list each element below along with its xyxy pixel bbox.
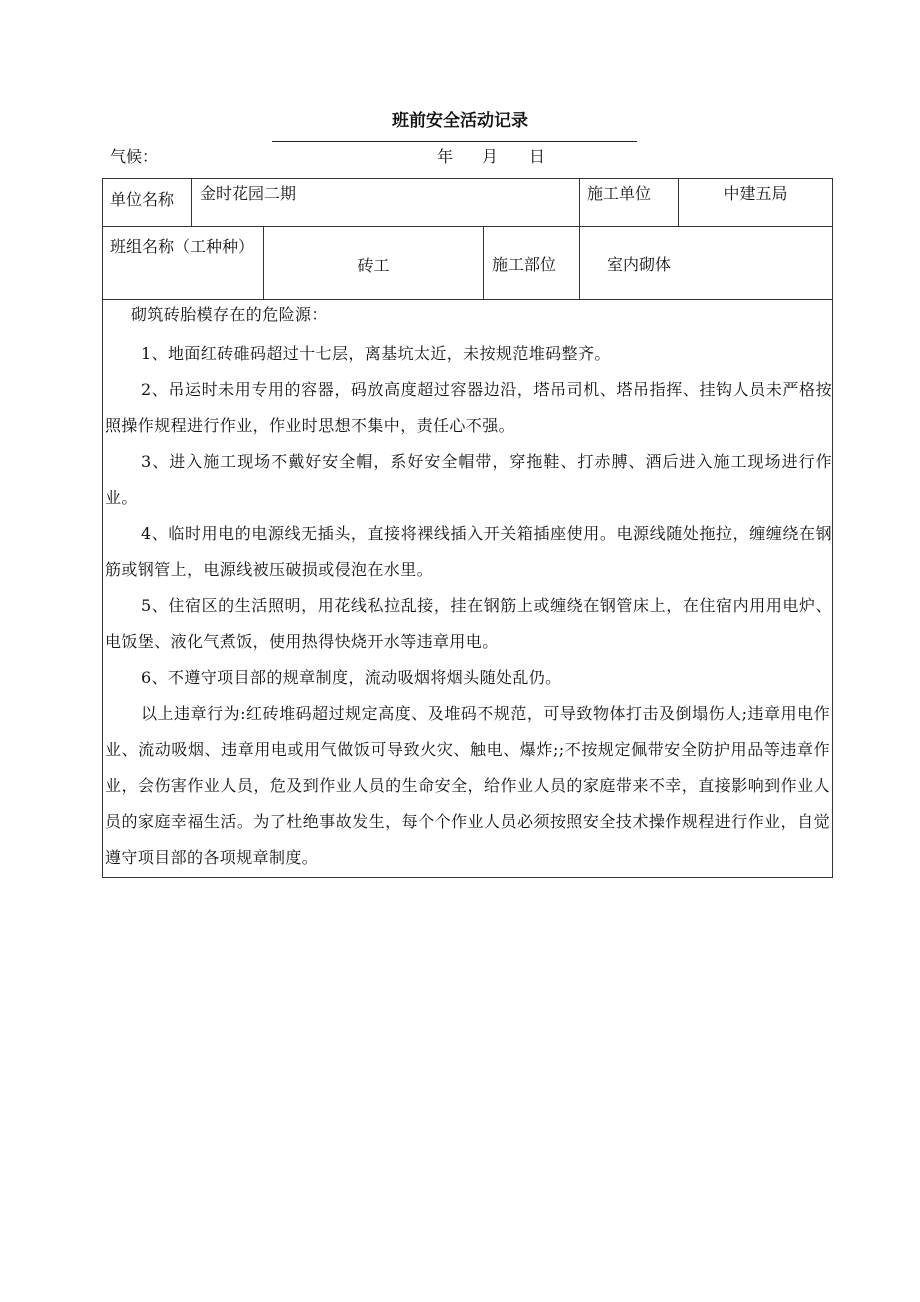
- construction-unit-value: 中建五局: [679, 179, 833, 227]
- title-underline: [272, 141, 637, 142]
- table-row-unit: [103, 179, 833, 227]
- hazard-item-1: 1、地面红砖碓码超过十七层，离基坑太近，未按规范堆码整齐。: [141, 344, 611, 363]
- date-month-label: 月: [482, 147, 499, 166]
- hazard-item-4: 4、临时用电的电源线无插头，直接将裸线插入开关箱插座使用。电源线随处拖拉，缠缠绕在钢筋或钢管上，电源线被压破损或侵泡在水里。: [105, 524, 833, 579]
- hazard-intro: 砌筑砖胎模存在的危险源：: [131, 305, 328, 324]
- hazard-item-6: 6、不遵守项目部的规章制度，流动吸烟将烟头随处乱仍。: [141, 668, 562, 687]
- weather-label: 气候：: [110, 147, 159, 166]
- construction-part-value: 室内砌体: [580, 227, 833, 300]
- hazard-content: [103, 300, 833, 878]
- unit-name-value: 金时花园二期: [192, 179, 580, 227]
- record-table: [102, 178, 833, 878]
- unit-name-label: 单位名称: [103, 179, 192, 227]
- team-name-label: 班组名称（工种种）: [103, 227, 264, 300]
- table-row-team: [103, 227, 833, 300]
- construction-unit-label: 施工单位: [580, 179, 679, 227]
- hazard-item-3: 3、进入施工现场不戴好安全帽，系好安全帽带，穿拖鞋、打赤膊、酒后进入施工现场进行作业。: [105, 452, 833, 507]
- date-day-label: 日: [529, 147, 546, 166]
- date-year-label: 年: [437, 147, 454, 166]
- hazard-summary: 以上违章行为:红砖堆码超过规定高度、及堆码不规范，可导致物体打击及倒塌伤人;违章用电作业、流动吸烟、违章用电或用气做饭可导致火灾、触电、爆炸;;不按规定佩带安全防护用品等违章作业，会伤害作业人员，危及到作业人员的生命安全，给作业人员的家庭带来不幸，直接影响到作业人员的家庭幸福生活。为了杜绝事故发生，每个个作业人员必须按照安全技术操作规程进行作业，自觉遵守项目部的各项规章制度。: [105, 704, 831, 867]
- document-title: 班前安全活动记录: [392, 111, 528, 131]
- hazard-item-5: 5、住宿区的生活照明，用花线私拉乱接，挂在钢筋上或缠绕在钢管床上，在住宿内用用电炉、电饭堡、液化气煮饭，使用热得快烧开水等违章用电。: [105, 596, 833, 651]
- construction-part-label: 施工部位: [484, 227, 580, 300]
- table-row-content: [103, 300, 833, 878]
- team-name-value: 砖工: [264, 227, 484, 300]
- hazard-item-2: 2、吊运时未用专用的容器，码放高度超过容器边沿，塔吊司机、塔吊指挥、挂钩人员未严格按照操作规程进行作业，作业时思想不集中，责任心不强。: [105, 380, 833, 435]
